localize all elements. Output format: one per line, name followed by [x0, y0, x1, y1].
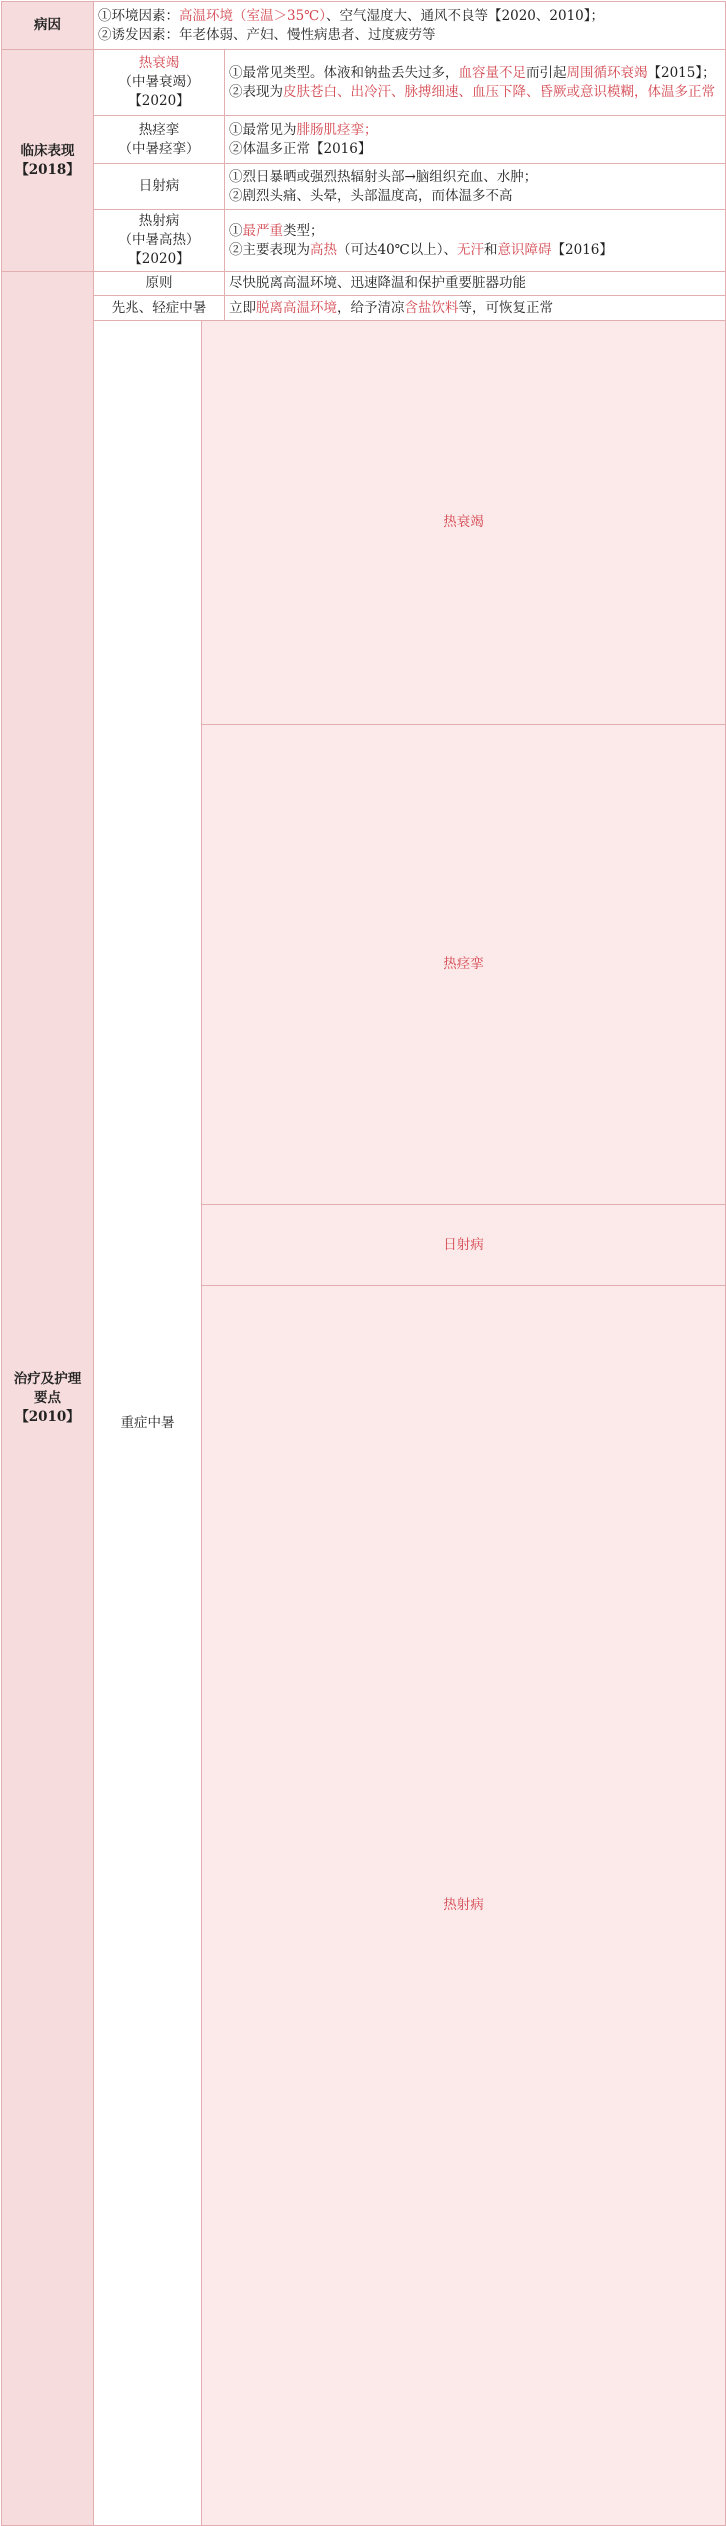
- etiology-line-2: ②诱发因素：年老体弱、产妇、慢性病患者、过度疲劳等: [98, 26, 436, 43]
- sunstroke-name: 日射病: [94, 164, 225, 210]
- treatment-mild-row: [2, 296, 726, 321]
- treatment-label: 治疗及护理 要点【2010】: [2, 272, 94, 2526]
- clinical-heat-stroke-row: [2, 210, 726, 272]
- heat-exhaustion-description: ①最常见类型。体液和钠盐丢失过多，血容量不足而引起周围循环衰竭【2015】； ②表现为皮肤苍白、出冷汗、脉搏细速、血压下降、昏厥或意识模糊，体温多正常: [225, 50, 726, 116]
- etiology-line-1: ①环境因素：高温环境（室温＞35℃）、空气湿度大、通风不良等【2020、2010】；: [98, 7, 604, 24]
- heatstroke-summary-table: [1, 1, 726, 2526]
- severe-sunstroke-name: 日射病: [202, 1205, 726, 1286]
- severe-heat-exhaustion-name: 热衰竭: [202, 321, 726, 725]
- sunstroke-description: ①烈日暴晒或强烈热辐射头部→脑组织充血、水肿； ②剧烈头痛、头晕，头部温度高，而体温多不高: [225, 164, 726, 210]
- severe-heat-stroke-name: 热射病: [202, 1286, 726, 2526]
- heat-cramp-description: ①最常见为腓肠肌痉挛； ②体温多正常【2016】: [225, 116, 726, 164]
- severe-heat-cramp-name: 热痉挛: [202, 725, 726, 1205]
- heat-stroke-name: 热射病 （中暑高热）【2020】: [94, 210, 225, 272]
- mild-name: 先兆、轻症中暑: [94, 296, 225, 321]
- principle-text: 尽快脱离高温环境、迅速降温和保护重要脏器功能: [225, 272, 726, 296]
- treatment-principle-row: [2, 272, 726, 296]
- heat-exhaustion-name: 热衰竭 （中暑衰竭）【2020】: [94, 50, 225, 116]
- clinical-sunstroke-row: [2, 164, 726, 210]
- severe-heat-exhaustion-row: [2, 321, 726, 725]
- clinical-label: 临床表现 【2018】: [2, 50, 94, 272]
- principle-name: 原则: [94, 272, 225, 296]
- clinical-heat-exhaustion-row: [2, 50, 726, 116]
- severe-name: 重症中暑: [94, 321, 202, 2526]
- heat-cramp-name: 热痉挛 （中暑痉挛）: [94, 116, 225, 164]
- etiology-row: [2, 2, 726, 50]
- mild-text: 立即脱离高温环境，给予清凉含盐饮料等，可恢复正常: [225, 296, 726, 321]
- etiology-content: [94, 2, 726, 50]
- clinical-heat-cramp-row: [2, 116, 726, 164]
- etiology-label: 病因: [2, 2, 94, 50]
- heat-stroke-description: ①最严重类型； ②主要表现为高热（可达40℃以上）、无汗和意识障碍【2016】: [225, 210, 726, 272]
